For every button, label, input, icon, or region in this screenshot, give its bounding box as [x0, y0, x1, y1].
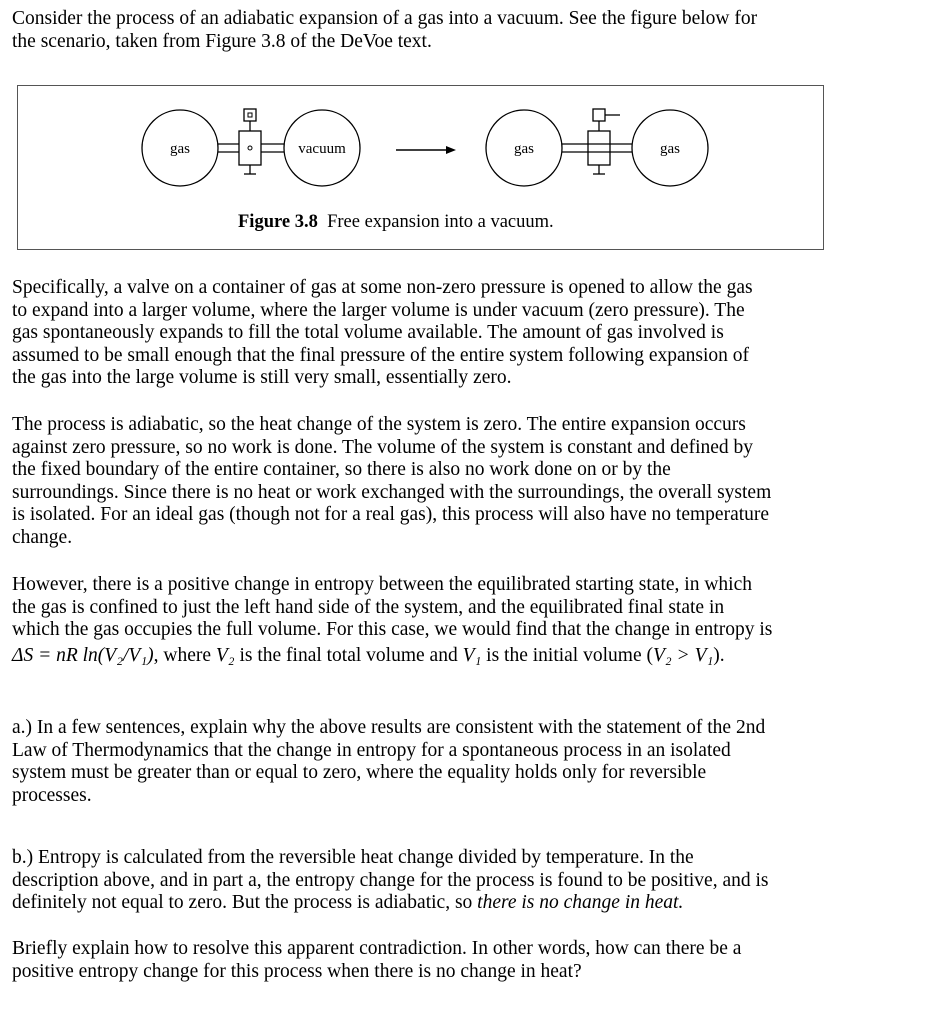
entropy-equation: ΔS = nR ln(V₂/V₁): [12, 644, 154, 666]
text-line: system must be greater than or equal to zero, where the equality holds only for reversible: [12, 762, 707, 784]
question-part-b: [12, 847, 912, 915]
text-line: to expand into a larger volume, where the larger volume is under vacuum (zero pressure). The: [12, 299, 745, 321]
question-part-a: [12, 717, 912, 807]
text-line: against zero pressure, so no work is done. The volume of the system is constant and defined by: [12, 436, 754, 458]
text-line: the gas is confined to just the left hand side of the system, and the equilibrated final state in: [12, 596, 725, 618]
text-line: assumed to be small enough that the final pressure of the entire system following expansion of: [12, 344, 750, 366]
symbol-v1: V₁: [462, 644, 482, 666]
paragraph-specifically: [12, 277, 912, 390]
text-line: The process is adiabatic, so the heat change of the system is zero. The entire expansion occurs: [12, 414, 746, 435]
text-line: surroundings. Since there is no heat or work exchanged with the surroundings, the overall system: [12, 481, 772, 503]
intro-line: the scenario, taken from Figure 3.8 of the DeVoe text.: [12, 30, 432, 52]
text-span: definitely not equal to zero. But the process is adiabatic, so: [12, 892, 478, 914]
figure-caption: [238, 212, 554, 233]
label-gas-mid: gas: [514, 141, 534, 157]
intro-line: Consider the process of an adiabatic expansion of a gas into a vacuum. See the figure below for: [12, 8, 758, 29]
text-line: processes.: [12, 784, 92, 806]
label-vacuum: vacuum: [298, 141, 346, 157]
figure-box: [17, 85, 824, 250]
text-line: Specifically, a valve on a container of gas at some non-zero pressure is opened to allow the gas: [12, 277, 753, 298]
text-line: is isolated. For an ideal gas (though not for a real gas), this process will also have no temperature: [12, 504, 770, 526]
text-span: is the initial volume (: [481, 644, 653, 666]
text-line: However, there is a positive change in entropy between the equilibrated starting state, in which: [12, 574, 752, 595]
text-line: b.) Entropy is calculated from the reversible heat change divided by temperature. In the: [12, 847, 694, 868]
text-line: change.: [12, 526, 73, 548]
valve-open: [588, 131, 610, 165]
text-line: gas spontaneously expands to fill the total volume available. The amount of gas involved is: [12, 322, 724, 344]
valve-handle: [593, 109, 605, 121]
valve-closed: [239, 131, 261, 165]
paragraph-adiabatic: [12, 414, 912, 550]
symbol-v2: V₂: [215, 644, 235, 666]
valve-handle: [244, 109, 256, 121]
paragraph-entropy: [12, 574, 912, 667]
figure-caption-text: Free expansion into a vacuum.: [327, 212, 554, 232]
question-part-b-prompt: [12, 938, 912, 983]
text-span: , where: [153, 644, 216, 666]
text-line: which the gas occupies the full volume. For this case, we would find that the change in entropy is: [12, 619, 773, 641]
text-line: Briefly explain how to resolve this apparent contradiction. In other words, how can there be a: [12, 938, 742, 959]
inequality: V₂ > V₁: [652, 644, 714, 666]
text-line: positive entropy change for this process when there is no change in heat?: [12, 960, 582, 982]
text-line: the fixed boundary of the entire container, so there is also no work done on or by the: [12, 459, 671, 481]
text-span: is the final total volume and: [234, 644, 463, 666]
label-gas-left: gas: [170, 141, 190, 157]
text-span: ).: [713, 644, 725, 666]
arrow-icon: [446, 146, 456, 154]
equation-line: [12, 645, 912, 668]
text-line: the gas into the large volume is still very small, essentially zero.: [12, 367, 512, 389]
text-line: description above, and in part a, the entropy change for the process is found to be positive, and is: [12, 869, 769, 891]
label-gas-right: gas: [660, 141, 680, 157]
text-line: Law of Thermodynamics that the change in entropy for a spontaneous process in an isolated: [12, 739, 731, 761]
text-line: [12, 892, 912, 915]
intro-paragraph: [12, 8, 912, 53]
figure-number: Figure 3.8: [238, 212, 318, 232]
emphasis-text: there is no change in heat.: [477, 892, 684, 914]
text-line: a.) In a few sentences, explain why the above results are consistent with the statement of the 2nd: [12, 717, 766, 738]
